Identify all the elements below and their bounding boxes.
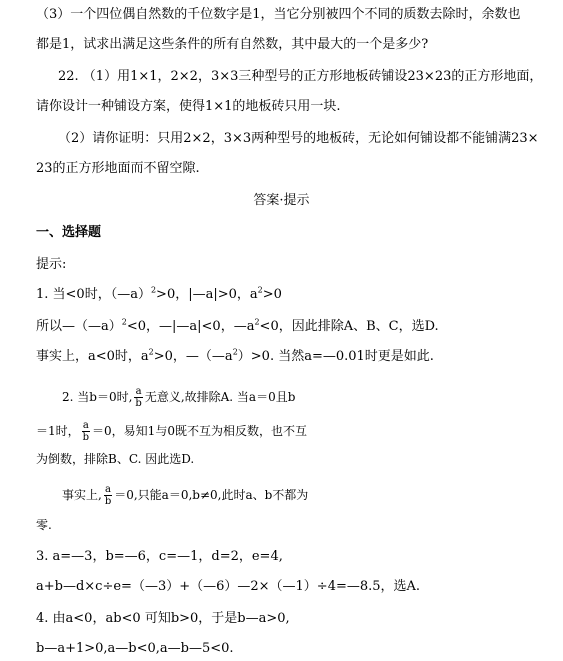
problem-3-line-1: （3）一个四位偶自然数的千位数字是1，当它分别被四个不同的质数去除时，余数也 — [36, 7, 521, 22]
hint-4-line-1: 4. 由a<0，ab<0 可知b>0，于是b—a>0, — [36, 611, 290, 626]
hint-2-line-1: 2. 当b＝0时, $\frac{a}{b}$ 无意义,故排除A. 当a＝0且b — [62, 386, 296, 409]
answer-section-title: 答案·提示 — [253, 193, 310, 208]
hint-2-line-3: 为倒数，排除B、C. 因此选D. — [36, 452, 195, 466]
fraction-a-over-b: $\frac{a}{b}$ — [135, 386, 142, 409]
hint-3-line-1: 3. a=—3，b=—6，c=—1，d=2，e=4, — [36, 549, 283, 564]
hint-2-line-4: 事实上, $\frac{a}{b}$ ＝0,只能a＝0,b≠0,此时a、b不都为 — [62, 484, 309, 507]
hint-3-line-2: a+b—d×c÷e=（—3）+（—6）—2×（—1）÷4=—8.5，选A. — [36, 579, 421, 594]
hint-1-line-1: 1. 当<0时，（—a）$^2$>0，|—a|>0，$a^2>0$ — [36, 285, 282, 302]
hint-label: 提示: — [36, 257, 67, 272]
hint-1-line-2: 所以—（—a）$^2$<0，—|—a|<0，$—a^2<0$，因此排除A、B、C，选D. — [36, 317, 439, 334]
problem-22-line-2: 请你设计一种铺设方案，使得1×1的地板砖只用一块. — [36, 99, 341, 114]
section-heading-choice: 一、选择题 — [36, 225, 102, 240]
problem-3-line-2: 都是1，试求出满足这些条件的所有自然数，其中最大的一个是多少? — [36, 37, 429, 52]
problem-22-line-1: 22. （1）用1×1，2×2，3×3三种型号的正方形地板砖铺设23×23的正方形地面， — [58, 69, 543, 84]
fraction-a-over-b: $\frac{a}{b}$ — [82, 420, 90, 443]
problem-22-part-2-line-1: （2）请你证明：只用2×2，3×3两种型号的地板砖，无论如何铺设都不能铺满23× — [58, 131, 539, 146]
hint-2-line-2: ＝1时， $\frac{a}{b}$ ＝0，易知1与0既不互为相反数，也不互 — [36, 420, 307, 443]
problem-22-part-2-line-2: 23的正方形地面而不留空隙. — [36, 161, 200, 176]
hint-4-line-2: b—a+1>0,a—b<0,a—b—5<0. — [36, 641, 234, 656]
hint-2-line-5: 零. — [36, 518, 52, 532]
fraction-a-over-b: $\frac{a}{b}$ — [104, 484, 112, 507]
hint-1-line-3: 事实上，a<0时，$a^2>0$，$—(—a^2)>0$. 当然a=—0.01时更是如此. — [36, 347, 434, 364]
